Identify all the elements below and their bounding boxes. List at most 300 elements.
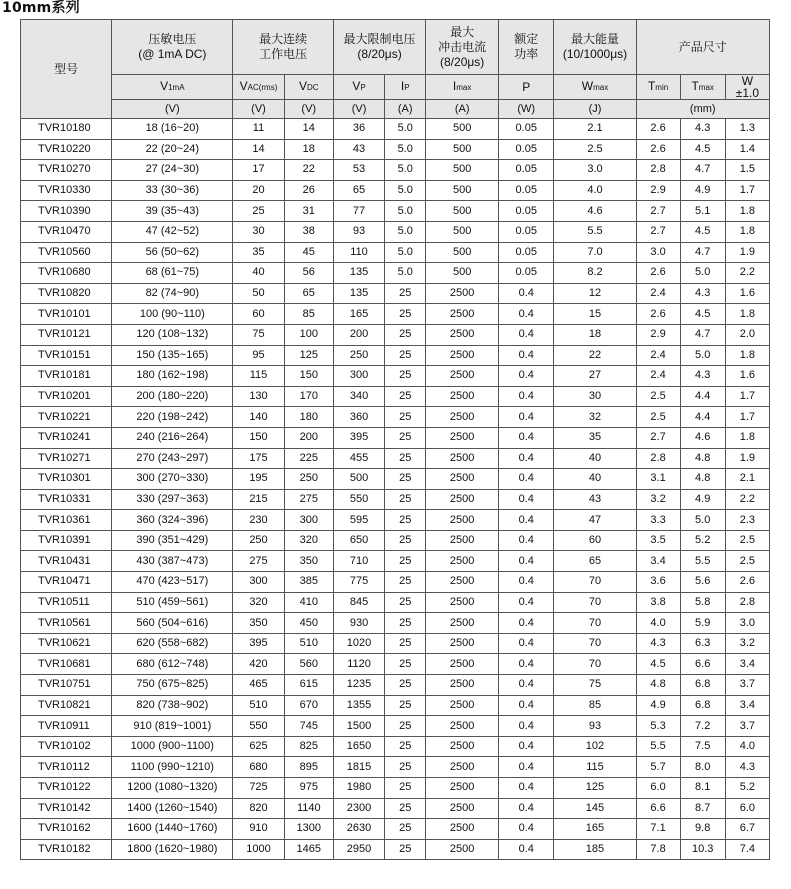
cell-vac: 175 xyxy=(233,448,284,469)
cell-tmax: 8.0 xyxy=(680,757,725,778)
cell-vdc: 300 xyxy=(284,510,333,531)
cell-varistor-voltage: 1200 (1080~1320) xyxy=(112,778,233,799)
cell-w: 4.0 xyxy=(725,736,769,757)
unit-imax: (A) xyxy=(426,100,499,119)
cell-vp: 1355 xyxy=(333,695,384,716)
cell-varistor-voltage: 68 (61~75) xyxy=(112,263,233,284)
unit-ip: (A) xyxy=(385,100,426,119)
cell-imax: 2500 xyxy=(426,654,499,675)
cell-tmin: 4.8 xyxy=(636,675,680,696)
cell-power: 0.05 xyxy=(499,139,554,160)
cell-imax: 2500 xyxy=(426,798,499,819)
cell-tmax: 4.9 xyxy=(680,489,725,510)
cell-tmax: 6.6 xyxy=(680,654,725,675)
cell-vac: 25 xyxy=(233,201,284,222)
cell-w: 3.7 xyxy=(725,716,769,737)
cell-vp: 250 xyxy=(333,345,384,366)
cell-varistor-voltage: 680 (612~748) xyxy=(112,654,233,675)
unit-power: (W) xyxy=(499,100,554,119)
cell-power: 0.4 xyxy=(499,695,554,716)
cell-imax: 2500 xyxy=(426,572,499,593)
cell-tmin: 3.0 xyxy=(636,242,680,263)
unit-vp: (V) xyxy=(333,100,384,119)
cell-energy: 47 xyxy=(554,510,636,531)
cell-model: TVR10270 xyxy=(21,160,112,181)
cell-model: TVR10330 xyxy=(21,180,112,201)
cell-tmin: 5.3 xyxy=(636,716,680,737)
symbol-sub: max xyxy=(593,83,609,92)
cell-vac: 910 xyxy=(233,819,284,840)
cell-varistor-voltage: 39 (35~43) xyxy=(112,201,233,222)
cell-varistor-voltage: 1100 (990~1210) xyxy=(112,757,233,778)
cell-vac: 510 xyxy=(233,695,284,716)
unit-vdc: (V) xyxy=(284,100,333,119)
symbol-sub: P xyxy=(404,83,410,92)
cell-vdc: 56 xyxy=(284,263,333,284)
cell-energy: 145 xyxy=(554,798,636,819)
cell-energy: 3.0 xyxy=(554,160,636,181)
cell-w: 1.7 xyxy=(725,180,769,201)
cell-imax: 500 xyxy=(426,263,499,284)
cell-w: 2.2 xyxy=(725,489,769,510)
cell-imax: 2500 xyxy=(426,324,499,345)
table-row xyxy=(21,695,770,716)
cell-vac: 14 xyxy=(233,139,284,160)
cell-vdc: 410 xyxy=(284,592,333,613)
cell-tmax: 4.7 xyxy=(680,160,725,181)
cell-tmin: 3.8 xyxy=(636,592,680,613)
cell-vdc: 180 xyxy=(284,407,333,428)
cell-varistor-voltage: 180 (162~198) xyxy=(112,366,233,387)
cell-imax: 2500 xyxy=(426,716,499,737)
cell-tmin: 4.0 xyxy=(636,613,680,634)
cell-model: TVR10431 xyxy=(21,551,112,572)
cell-imax: 2500 xyxy=(426,510,499,531)
cell-tmin: 3.4 xyxy=(636,551,680,572)
cell-ip: 25 xyxy=(385,489,426,510)
cell-model: TVR10560 xyxy=(21,242,112,263)
cell-ip: 25 xyxy=(385,654,426,675)
table-row xyxy=(21,839,770,860)
cell-tmin: 5.7 xyxy=(636,757,680,778)
cell-ip: 5.0 xyxy=(385,119,426,140)
table-row xyxy=(21,572,770,593)
cell-vac: 95 xyxy=(233,345,284,366)
cell-varistor-voltage: 82 (74~90) xyxy=(112,283,233,304)
header-max-surge-current: 最大 冲击电流 (8/20μs) xyxy=(426,20,499,75)
cell-power: 0.4 xyxy=(499,304,554,325)
unit-dimensions: (mm) xyxy=(636,100,769,119)
cell-vdc: 85 xyxy=(284,304,333,325)
symbol-sub: max xyxy=(698,83,714,92)
cell-varistor-voltage: 240 (216~264) xyxy=(112,427,233,448)
cell-ip: 5.0 xyxy=(385,139,426,160)
cell-vdc: 45 xyxy=(284,242,333,263)
cell-model: TVR10271 xyxy=(21,448,112,469)
cell-model: TVR10511 xyxy=(21,592,112,613)
header-max-continuous-voltage: 最大连续 工作电压 xyxy=(233,20,334,75)
cell-tmax: 5.9 xyxy=(680,613,725,634)
cell-imax: 2500 xyxy=(426,489,499,510)
cell-energy: 65 xyxy=(554,551,636,572)
cell-tmin: 7.1 xyxy=(636,819,680,840)
cell-vp: 1235 xyxy=(333,675,384,696)
cell-ip: 25 xyxy=(385,778,426,799)
cell-power: 0.4 xyxy=(499,489,554,510)
cell-tmax: 5.2 xyxy=(680,530,725,551)
symbol-main: W xyxy=(581,79,594,93)
cell-tmin: 2.5 xyxy=(636,386,680,407)
cell-model: TVR10680 xyxy=(21,263,112,284)
cell-imax: 2500 xyxy=(426,448,499,469)
cell-w: 1.6 xyxy=(725,366,769,387)
cell-tmax: 4.5 xyxy=(680,139,725,160)
cell-model: TVR10182 xyxy=(21,839,112,860)
symbol-sub: AC(rms) xyxy=(247,83,278,92)
cell-tmax: 9.8 xyxy=(680,819,725,840)
cell-model: TVR10621 xyxy=(21,633,112,654)
cell-varistor-voltage: 33 (30~36) xyxy=(112,180,233,201)
cell-ip: 5.0 xyxy=(385,180,426,201)
cell-imax: 2500 xyxy=(426,386,499,407)
cell-model: TVR10331 xyxy=(21,489,112,510)
cell-power: 0.4 xyxy=(499,448,554,469)
cell-model: TVR10102 xyxy=(21,736,112,757)
cell-w: 3.4 xyxy=(725,654,769,675)
cell-varistor-voltage: 200 (180~220) xyxy=(112,386,233,407)
symbol-main: T xyxy=(647,79,656,93)
cell-model: TVR10821 xyxy=(21,695,112,716)
cell-tmin: 2.4 xyxy=(636,283,680,304)
cell-vac: 150 xyxy=(233,427,284,448)
cell-model: TVR10112 xyxy=(21,757,112,778)
cell-w: 2.1 xyxy=(725,469,769,490)
symbol-main: I xyxy=(400,79,405,93)
cell-imax: 2500 xyxy=(426,551,499,572)
cell-energy: 70 xyxy=(554,654,636,675)
cell-vp: 1980 xyxy=(333,778,384,799)
table-row xyxy=(21,448,770,469)
cell-vac: 320 xyxy=(233,592,284,613)
cell-tmin: 2.8 xyxy=(636,160,680,181)
cell-power: 0.4 xyxy=(499,407,554,428)
cell-vac: 35 xyxy=(233,242,284,263)
cell-imax: 2500 xyxy=(426,469,499,490)
cell-tmin: 2.4 xyxy=(636,366,680,387)
cell-model: TVR10911 xyxy=(21,716,112,737)
table-row xyxy=(21,530,770,551)
cell-ip: 25 xyxy=(385,283,426,304)
symbol-w: W ±1.0 xyxy=(725,75,769,100)
table-row xyxy=(21,366,770,387)
cell-power: 0.4 xyxy=(499,757,554,778)
cell-tmin: 3.2 xyxy=(636,489,680,510)
symbol-sub: DC xyxy=(306,83,319,92)
cell-vac: 30 xyxy=(233,221,284,242)
symbol-main: I xyxy=(452,79,457,93)
cell-tmin: 6.6 xyxy=(636,798,680,819)
cell-vac: 420 xyxy=(233,654,284,675)
cell-varistor-voltage: 910 (819~1001) xyxy=(112,716,233,737)
cell-tmax: 4.4 xyxy=(680,407,725,428)
table-row xyxy=(21,757,770,778)
cell-tmin: 2.5 xyxy=(636,407,680,428)
symbol-p: P xyxy=(499,75,554,100)
cell-varistor-voltage: 56 (50~62) xyxy=(112,242,233,263)
cell-tmax: 4.7 xyxy=(680,242,725,263)
cell-vp: 110 xyxy=(333,242,384,263)
cell-model: TVR10151 xyxy=(21,345,112,366)
cell-model: TVR10241 xyxy=(21,427,112,448)
table-row xyxy=(21,798,770,819)
cell-model: TVR10201 xyxy=(21,386,112,407)
cell-tmax: 4.3 xyxy=(680,119,725,140)
cell-vac: 550 xyxy=(233,716,284,737)
cell-varistor-voltage: 22 (20~24) xyxy=(112,139,233,160)
cell-model: TVR10220 xyxy=(21,139,112,160)
cell-model: TVR10162 xyxy=(21,819,112,840)
table-row xyxy=(21,304,770,325)
table-row xyxy=(21,613,770,634)
cell-power: 0.4 xyxy=(499,613,554,634)
cell-model: TVR10820 xyxy=(21,283,112,304)
cell-vac: 230 xyxy=(233,510,284,531)
cell-power: 0.4 xyxy=(499,345,554,366)
cell-w: 2.2 xyxy=(725,263,769,284)
symbol-tmin xyxy=(636,75,680,100)
cell-vdc: 225 xyxy=(284,448,333,469)
cell-model: TVR10301 xyxy=(21,469,112,490)
cell-w: 2.5 xyxy=(725,530,769,551)
cell-vac: 625 xyxy=(233,736,284,757)
unit-energy: (J) xyxy=(554,100,636,119)
header-max-energy: 最大能量 (10/1000μs) xyxy=(554,20,636,75)
table-row xyxy=(21,489,770,510)
cell-w: 5.2 xyxy=(725,778,769,799)
cell-energy: 35 xyxy=(554,427,636,448)
cell-varistor-voltage: 1800 (1620~1980) xyxy=(112,839,233,860)
cell-power: 0.4 xyxy=(499,427,554,448)
table-row xyxy=(21,386,770,407)
cell-vac: 20 xyxy=(233,180,284,201)
cell-w: 2.6 xyxy=(725,572,769,593)
symbol-main: T xyxy=(691,79,699,93)
cell-vp: 300 xyxy=(333,366,384,387)
cell-varistor-voltage: 430 (387~473) xyxy=(112,551,233,572)
cell-vp: 845 xyxy=(333,592,384,613)
cell-tmax: 10.3 xyxy=(680,839,725,860)
cell-vp: 1120 xyxy=(333,654,384,675)
cell-energy: 27 xyxy=(554,366,636,387)
cell-tmax: 4.8 xyxy=(680,469,725,490)
cell-ip: 25 xyxy=(385,695,426,716)
header-varistor-voltage: 压敏电压 (@ 1mA DC) xyxy=(112,20,233,75)
cell-power: 0.4 xyxy=(499,736,554,757)
cell-vp: 650 xyxy=(333,530,384,551)
symbol-sub: max xyxy=(456,83,472,92)
cell-vac: 75 xyxy=(233,324,284,345)
header-dimensions: 产品尺寸 xyxy=(636,20,769,75)
cell-energy: 30 xyxy=(554,386,636,407)
cell-imax: 2500 xyxy=(426,695,499,716)
cell-tmin: 7.8 xyxy=(636,839,680,860)
cell-varistor-voltage: 510 (459~561) xyxy=(112,592,233,613)
cell-ip: 25 xyxy=(385,613,426,634)
cell-ip: 5.0 xyxy=(385,221,426,242)
cell-vp: 53 xyxy=(333,160,384,181)
table-row xyxy=(21,119,770,140)
cell-w: 2.8 xyxy=(725,592,769,613)
cell-w: 1.8 xyxy=(725,221,769,242)
cell-power: 0.4 xyxy=(499,366,554,387)
cell-ip: 25 xyxy=(385,572,426,593)
cell-imax: 2500 xyxy=(426,345,499,366)
cell-varistor-voltage: 270 (243~297) xyxy=(112,448,233,469)
cell-vac: 680 xyxy=(233,757,284,778)
cell-vp: 500 xyxy=(333,469,384,490)
cell-vp: 930 xyxy=(333,613,384,634)
cell-imax: 2500 xyxy=(426,283,499,304)
cell-energy: 22 xyxy=(554,345,636,366)
table-row xyxy=(21,716,770,737)
cell-w: 6.0 xyxy=(725,798,769,819)
cell-vdc: 31 xyxy=(284,201,333,222)
cell-model: TVR10142 xyxy=(21,798,112,819)
cell-imax: 2500 xyxy=(426,736,499,757)
cell-power: 0.4 xyxy=(499,778,554,799)
table-row xyxy=(21,778,770,799)
cell-energy: 102 xyxy=(554,736,636,757)
cell-vac: 115 xyxy=(233,366,284,387)
cell-imax: 500 xyxy=(426,242,499,263)
cell-varistor-voltage: 620 (558~682) xyxy=(112,633,233,654)
symbol-wmax xyxy=(554,75,636,100)
cell-tmax: 8.7 xyxy=(680,798,725,819)
symbol-ip xyxy=(385,75,426,100)
cell-vdc: 125 xyxy=(284,345,333,366)
cell-tmin: 2.9 xyxy=(636,180,680,201)
cell-vdc: 385 xyxy=(284,572,333,593)
cell-imax: 500 xyxy=(426,201,499,222)
cell-vp: 1815 xyxy=(333,757,384,778)
table-row xyxy=(21,407,770,428)
cell-tmin: 2.8 xyxy=(636,448,680,469)
cell-power: 0.4 xyxy=(499,633,554,654)
cell-tmax: 4.6 xyxy=(680,427,725,448)
cell-vac: 60 xyxy=(233,304,284,325)
cell-vdc: 510 xyxy=(284,633,333,654)
symbol-tmax xyxy=(680,75,725,100)
cell-tmax: 6.8 xyxy=(680,695,725,716)
cell-imax: 500 xyxy=(426,139,499,160)
cell-power: 0.4 xyxy=(499,675,554,696)
cell-vdc: 200 xyxy=(284,427,333,448)
cell-tmin: 3.3 xyxy=(636,510,680,531)
cell-varistor-voltage: 330 (297~363) xyxy=(112,489,233,510)
unit-v1ma: (V) xyxy=(112,100,233,119)
header-max-clamping-voltage: 最大限制电压 (8/20μs) xyxy=(333,20,425,75)
cell-power: 0.4 xyxy=(499,716,554,737)
cell-varistor-voltage: 750 (675~825) xyxy=(112,675,233,696)
cell-vp: 395 xyxy=(333,427,384,448)
unit-vac: (V) xyxy=(233,100,284,119)
cell-vdc: 150 xyxy=(284,366,333,387)
cell-vdc: 895 xyxy=(284,757,333,778)
cell-energy: 4.0 xyxy=(554,180,636,201)
table-row xyxy=(21,736,770,757)
cell-varistor-voltage: 820 (738~902) xyxy=(112,695,233,716)
cell-vac: 1000 xyxy=(233,839,284,860)
cell-energy: 7.0 xyxy=(554,242,636,263)
table-row xyxy=(21,242,770,263)
cell-imax: 2500 xyxy=(426,819,499,840)
cell-energy: 115 xyxy=(554,757,636,778)
cell-varistor-voltage: 1400 (1260~1540) xyxy=(112,798,233,819)
cell-w: 1.7 xyxy=(725,386,769,407)
cell-tmax: 4.8 xyxy=(680,448,725,469)
cell-w: 1.5 xyxy=(725,160,769,181)
cell-varistor-voltage: 360 (324~396) xyxy=(112,510,233,531)
cell-energy: 93 xyxy=(554,716,636,737)
cell-imax: 2500 xyxy=(426,592,499,613)
cell-vp: 710 xyxy=(333,551,384,572)
cell-ip: 25 xyxy=(385,407,426,428)
cell-energy: 18 xyxy=(554,324,636,345)
cell-vp: 93 xyxy=(333,221,384,242)
cell-vac: 140 xyxy=(233,407,284,428)
symbol-sub: P xyxy=(360,83,366,92)
cell-energy: 43 xyxy=(554,489,636,510)
cell-ip: 5.0 xyxy=(385,242,426,263)
cell-model: TVR10391 xyxy=(21,530,112,551)
cell-model: TVR10101 xyxy=(21,304,112,325)
cell-tmin: 2.6 xyxy=(636,304,680,325)
table-row xyxy=(21,654,770,675)
cell-power: 0.05 xyxy=(499,242,554,263)
cell-energy: 2.1 xyxy=(554,119,636,140)
cell-energy: 70 xyxy=(554,592,636,613)
cell-energy: 185 xyxy=(554,839,636,860)
cell-w: 1.7 xyxy=(725,407,769,428)
cell-w: 1.4 xyxy=(725,139,769,160)
cell-vac: 395 xyxy=(233,633,284,654)
table-row xyxy=(21,675,770,696)
cell-ip: 5.0 xyxy=(385,201,426,222)
cell-ip: 25 xyxy=(385,819,426,840)
cell-power: 0.4 xyxy=(499,530,554,551)
cell-imax: 2500 xyxy=(426,304,499,325)
cell-tmin: 2.9 xyxy=(636,324,680,345)
symbol-sub: min xyxy=(655,83,669,92)
cell-vdc: 320 xyxy=(284,530,333,551)
cell-energy: 40 xyxy=(554,469,636,490)
cell-energy: 8.2 xyxy=(554,263,636,284)
cell-w: 1.8 xyxy=(725,427,769,448)
cell-power: 0.4 xyxy=(499,819,554,840)
cell-vp: 65 xyxy=(333,180,384,201)
cell-imax: 2500 xyxy=(426,427,499,448)
cell-imax: 2500 xyxy=(426,407,499,428)
cell-vp: 360 xyxy=(333,407,384,428)
cell-vdc: 1465 xyxy=(284,839,333,860)
cell-ip: 5.0 xyxy=(385,160,426,181)
cell-vdc: 1140 xyxy=(284,798,333,819)
cell-vdc: 275 xyxy=(284,489,333,510)
cell-tmax: 6.3 xyxy=(680,633,725,654)
cell-tmin: 2.6 xyxy=(636,263,680,284)
cell-vdc: 38 xyxy=(284,221,333,242)
symbol-main: V xyxy=(352,79,361,93)
